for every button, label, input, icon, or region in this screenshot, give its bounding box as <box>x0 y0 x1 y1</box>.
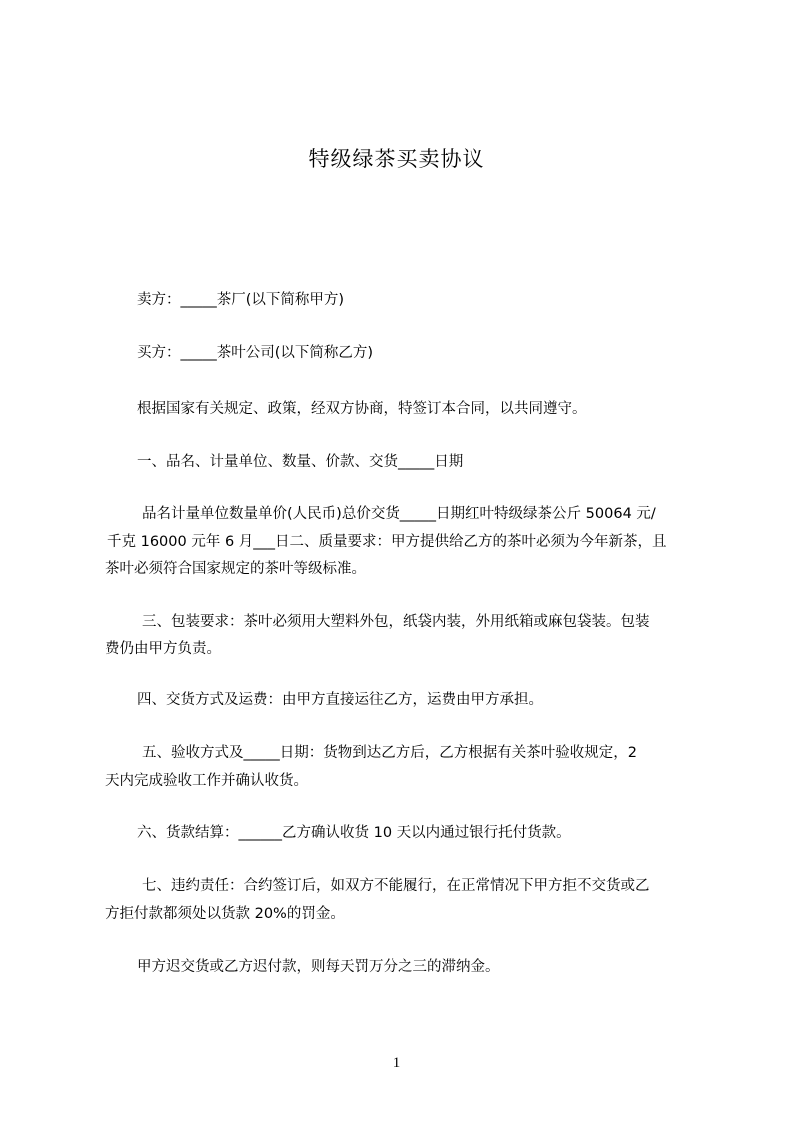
section-3-line-2: 费仍由甲方负责。 <box>105 641 221 657</box>
late-penalty-line: 甲方迟交货或乙方迟付款，则每天罚万分之三的滞纳金。 <box>137 959 500 975</box>
section-6-line: 六、货款结算：______乙方确认收货 10 天以内通过银行托付货款。 <box>137 825 571 841</box>
section-5-line-1: 五、验收方式及_____日期：货物到达乙方后，乙方根据有关茶叶验收规定，2 <box>142 745 637 761</box>
section-3-line-1: 三、包装要求：茶叶必须用大塑料外包，纸袋内装，外用纸箱或麻包袋装。包装 <box>142 614 650 630</box>
seller-line: 卖方：_____茶厂(以下简称甲方) <box>137 292 345 308</box>
section-2-line: 茶叶必须符合国家规定的茶叶等级标准。 <box>105 561 366 577</box>
section-7-line-1: 七、违约责任：合约签订后，如双方不能履行，在正常情况下甲方拒不交货或乙 <box>142 878 650 894</box>
section-1-line-1: 品名计量单位数量单价(人民币)总价交货_____日期红叶特级绿茶公斤 50064 元/ <box>142 506 656 522</box>
section-1-heading: 一、品名、计量单位、数量、价款、交货_____日期 <box>137 454 464 470</box>
section-4-line: 四、交货方式及运费：由甲方直接运往乙方，运费由甲方承担。 <box>137 692 543 708</box>
section-7-line-2: 方拒付款都须处以货款 20%的罚金。 <box>105 906 345 922</box>
page-number: 1 <box>392 1055 401 1071</box>
buyer-line: 买方：_____茶叶公司(以下简称乙方) <box>137 345 374 361</box>
section-5-line-2: 天内完成验收工作并确认收货。 <box>105 773 308 789</box>
document-title: 特级绿茶买卖协议 <box>308 147 485 171</box>
section-1-line-2: 千克 16000 元年 6 月___日二、质量要求：甲方提供给乙方的茶叶必须为今年新茶，且 <box>107 534 667 550</box>
preamble: 根据国家有关规定、政策，经双方协商，特签订本合同，以共同遵守。 <box>137 401 587 417</box>
